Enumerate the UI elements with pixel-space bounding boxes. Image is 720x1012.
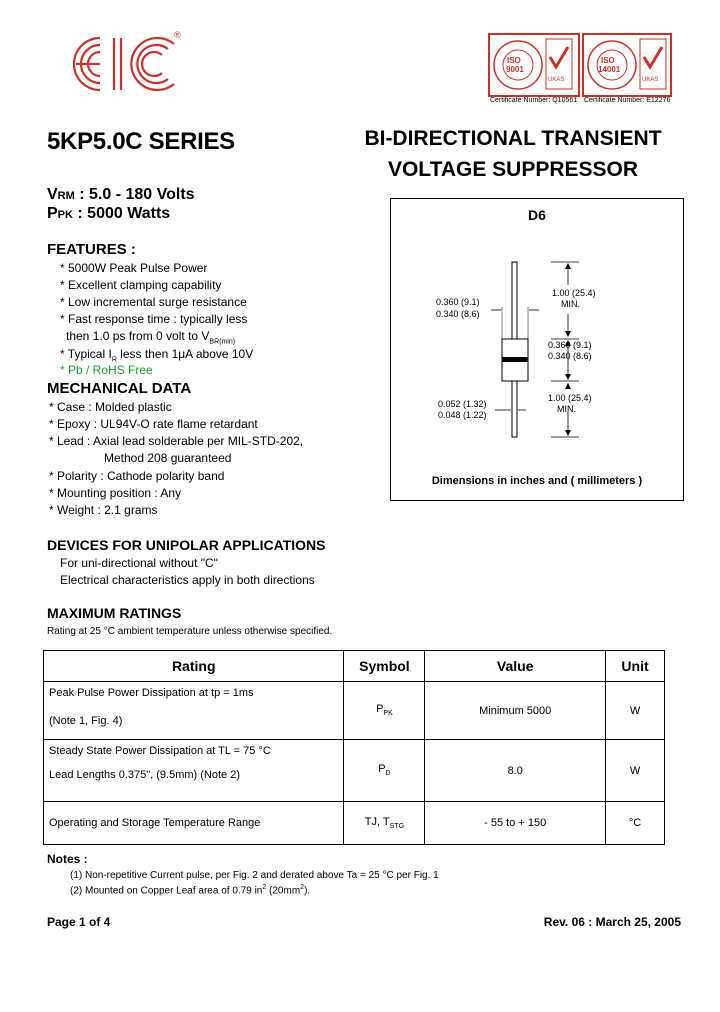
- mechanical-item: * Mounting position : Any: [49, 486, 182, 500]
- mechanical-item: * Weight : 2.1 grams: [49, 503, 158, 517]
- table-row: Steady State Power Dissipation at TL = 75 °C Lead Lengths 0.375", (9.5mm) (Note 2) $P_D$ 8.0 W: [44, 740, 665, 802]
- cert-label-9001: Certificate Number: Q10561: [490, 97, 578, 104]
- page-number: Page 1 of 4: [47, 915, 111, 929]
- note-1: (1) Non-repetitive Current pulse, per Fig. 2 and derated above Ta = 25 °C per Fig. 1: [70, 870, 439, 881]
- col-value: Value: [425, 651, 606, 682]
- feature-item: * Typical $I_R$ less then 1μA above 10V: [60, 347, 254, 364]
- iso14001-cert: ISO 14001 UKAS: [582, 33, 672, 97]
- col-unit: Unit: [606, 651, 665, 682]
- max-ratings-heading: MAXIMUM RATINGS: [47, 605, 182, 621]
- mechanical-item: * Polarity : Cathode polarity band: [49, 469, 225, 483]
- mechanical-item: * Case : Molded plastic: [49, 400, 172, 414]
- mechanical-item: Method 208 guaranteed: [104, 451, 232, 465]
- body-len-max: 0.360 (9.1): [548, 340, 592, 350]
- ppk-rating: PPK : 5000 Watts: [47, 205, 171, 222]
- diagram-caption: Dimensions in inches and ( millimeters ): [431, 475, 643, 487]
- body-len-min: 0.340 (8.6): [548, 351, 592, 361]
- mechanical-item: * Lead : Axial lead solderable per MIL-STD-202,: [49, 434, 304, 448]
- page-title: 5KP5.0C SERIES: [47, 128, 235, 155]
- table-header-row: [44, 651, 665, 682]
- vrm-rating: VRM : 5.0 - 180 Volts: [47, 186, 195, 203]
- feature-item-rohs: * Pb / RoHS Free: [60, 363, 153, 377]
- revision-date: Rev. 06 : March 25, 2005: [543, 915, 681, 929]
- col-symbol: Symbol: [344, 651, 425, 682]
- dimension-diagram: [390, 198, 684, 501]
- note-2: (2) Mounted on Copper Leaf area of 0.79 $in^2$ $(20mm^2)$.: [70, 884, 311, 897]
- feature-item: * Low incremental surge resistance: [60, 295, 247, 309]
- unipolar-line: Electrical characteristics apply in both directions: [60, 573, 315, 587]
- cert-label-14001: Certificate Number: E12276: [584, 97, 671, 104]
- lead-dia-max: 0.052 (1.32): [438, 399, 487, 409]
- lead-dia-min: 0.048 (1.22): [438, 410, 487, 420]
- table-row: Operating and Storage Temperature Range TJ, $T_{STG}$ - 55 to + 150 °C: [44, 802, 665, 845]
- lead-length-bottom: 1.00 (25.4): [548, 393, 592, 403]
- registered-mark: ®: [174, 30, 181, 40]
- lead-length-bottom-min: MIN.: [557, 404, 576, 414]
- feature-item: * Excellent clamping capability: [60, 278, 222, 292]
- body-dia-min: 0.340 (8.6): [436, 309, 480, 319]
- ratings-table: [43, 650, 665, 845]
- unipolar-line: For uni-directional without "C": [60, 556, 218, 570]
- features-heading: FEATURES :: [47, 241, 136, 258]
- iso9001-cert: ISO 9001 UKAS: [488, 33, 580, 97]
- subtitle-line2: VOLTAGE SUPPRESSOR: [387, 158, 639, 181]
- company-logo: [62, 28, 182, 98]
- feature-item: * 5000W Peak Pulse Power: [60, 261, 208, 275]
- feature-item: * Fast response time : typically less: [60, 312, 248, 326]
- notes-heading: Notes :: [47, 852, 88, 866]
- mechanical-heading: MECHANICAL DATA: [47, 380, 192, 397]
- body-dia-max: 0.360 (9.1): [436, 297, 480, 307]
- package-name: D6: [528, 207, 546, 223]
- table-row: Peak Pulse Power Dissipation at tp = 1ms (Note 1, Fig. 4) $P_{PK}$ Minimum 5000 W: [44, 682, 665, 740]
- subtitle-line1: BI-DIRECTIONAL TRANSIENT: [364, 127, 662, 150]
- unipolar-heading: DEVICES FOR UNIPOLAR APPLICATIONS: [47, 537, 326, 553]
- ratings-note: Rating at 25 °C ambient temperature unless otherwise specified.: [47, 626, 333, 637]
- mechanical-item: * Epoxy : UL94V-O rate flame retardant: [49, 417, 258, 431]
- feature-item: then 1.0 ps from 0 volt to $V_{BR(min)}$: [66, 329, 236, 346]
- lead-length-top: 1.00 (25.4): [552, 288, 596, 298]
- lead-length-top-min: MIN.: [561, 299, 580, 309]
- col-rating: Rating: [44, 651, 344, 682]
